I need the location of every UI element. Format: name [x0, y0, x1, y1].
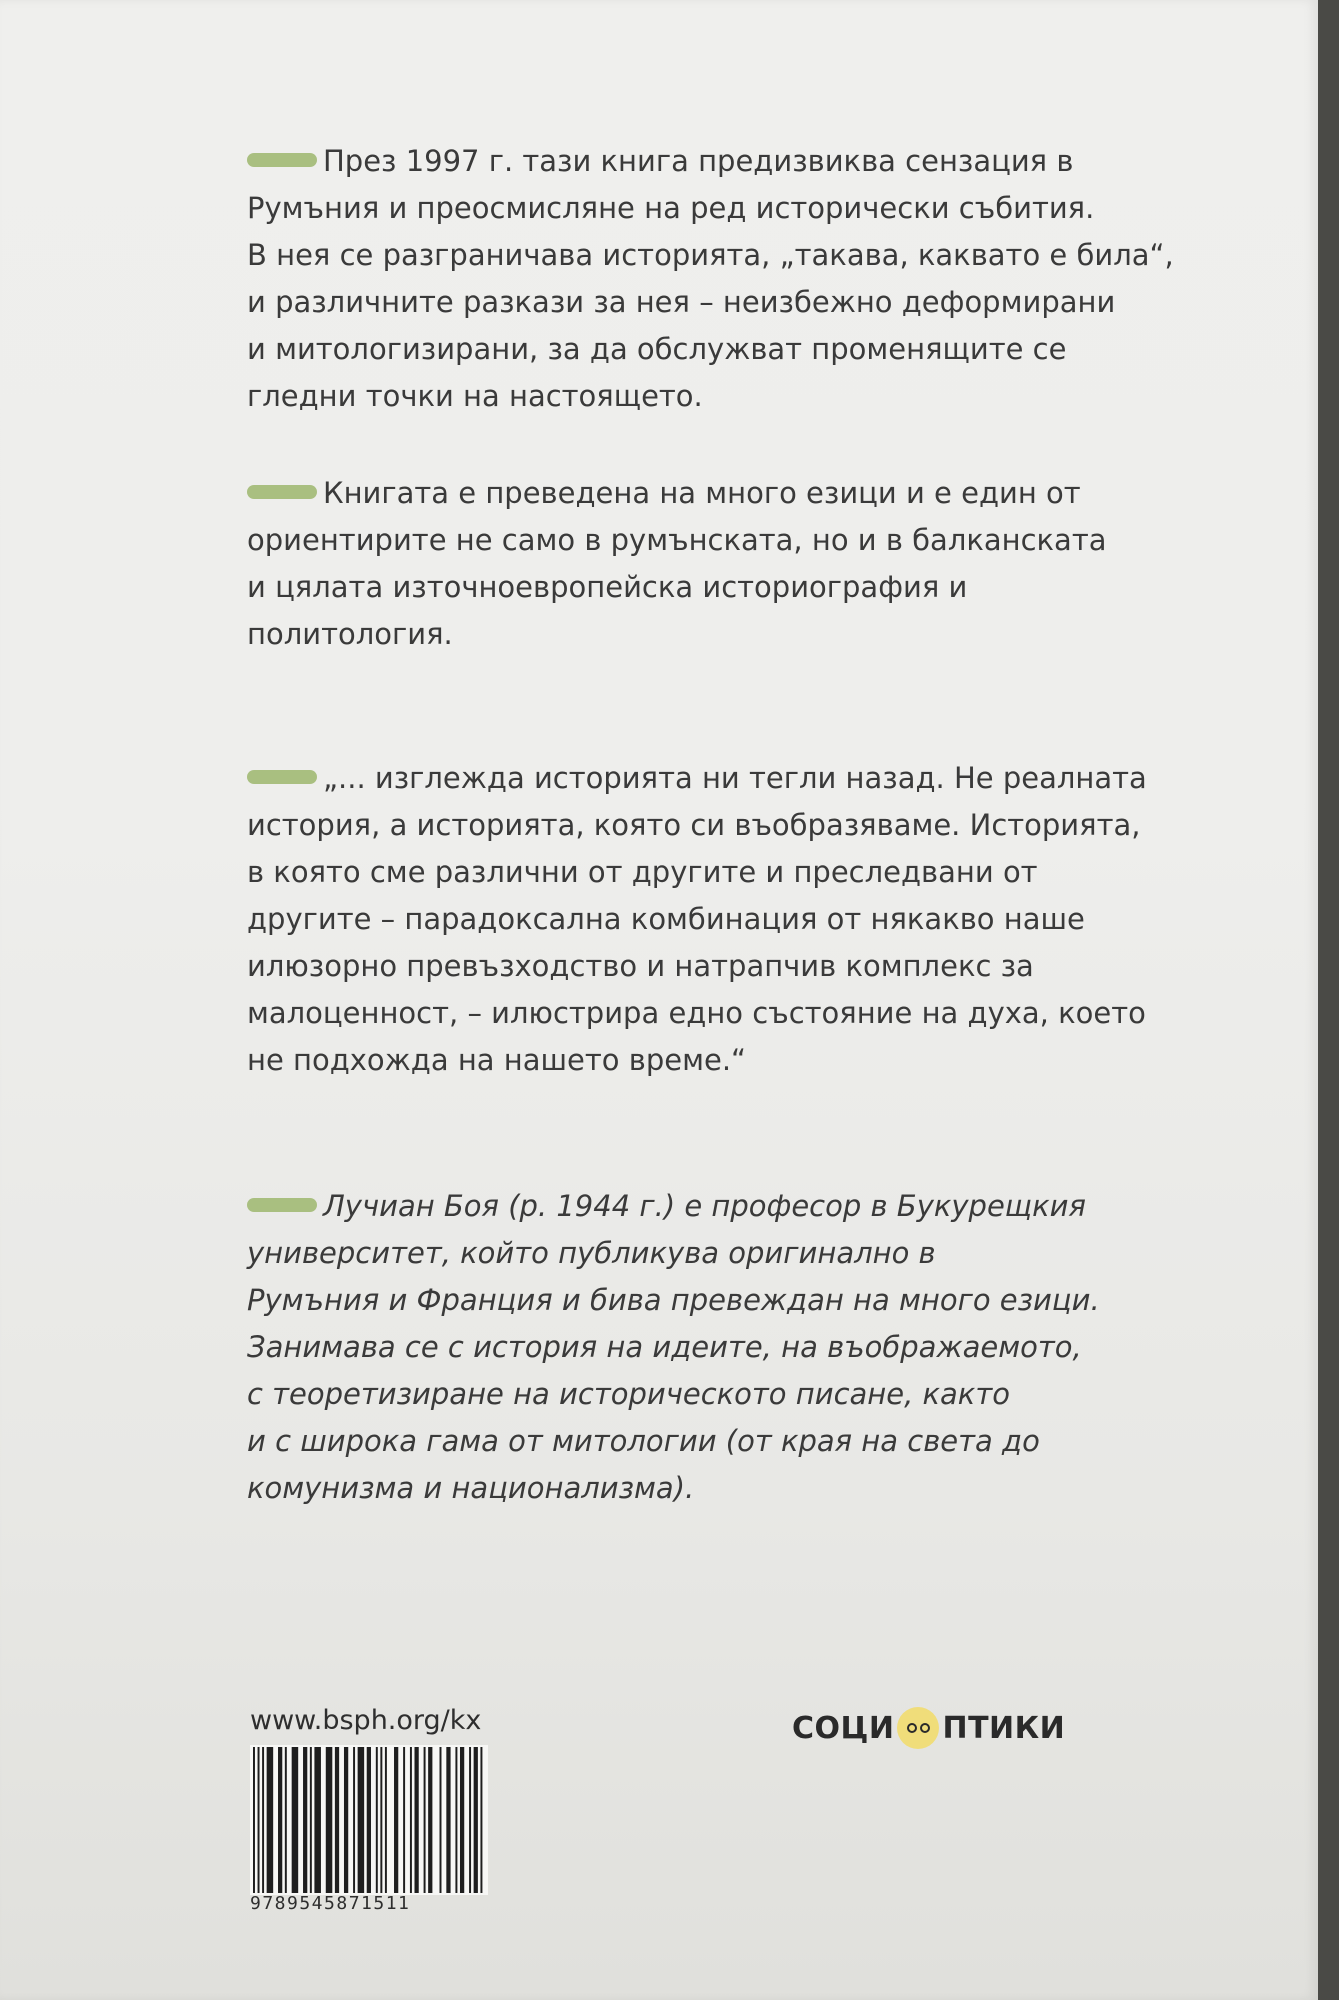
paragraph-translations	[247, 470, 1207, 658]
barcode-bar	[474, 1747, 478, 1893]
logo-eyes-icon	[897, 1707, 939, 1749]
barcode-bar	[262, 1747, 264, 1893]
barcode-bar	[480, 1747, 482, 1893]
paragraph-line: в която сме различни от другите и преследвани от	[247, 855, 1038, 889]
barcode-bar	[335, 1747, 339, 1893]
barcode-bar	[292, 1747, 299, 1893]
green-bullet-bar	[247, 485, 317, 499]
paragraph-line: През 1997 г. тази книга предизвиква сензация в	[323, 144, 1074, 178]
barcode-bar	[455, 1747, 457, 1893]
barcode-bar	[460, 1747, 464, 1893]
paragraph-line: и с широка гама от митологии (от края на света до	[247, 1424, 1040, 1458]
barcode-bar	[440, 1747, 442, 1893]
barcode-bar	[428, 1747, 432, 1893]
green-bullet-bar	[247, 770, 317, 784]
barcode-bar	[410, 1747, 412, 1893]
barcode-bar	[310, 1747, 312, 1893]
barcode-bar	[353, 1747, 355, 1893]
paragraph-line: Занимава се с история на идеите, на въображаемото,	[247, 1330, 1082, 1364]
barcode-bar	[424, 1747, 426, 1893]
paragraph-line: и различните разкази за нея – неизбежно деформирани	[247, 285, 1116, 319]
barcode-bar	[394, 1747, 398, 1893]
publisher-logo	[792, 1708, 1065, 1748]
paragraph-line: малоценност, – илюстрира едно състояние на духа, което	[247, 996, 1146, 1030]
isbn-number: 9789545871511	[250, 1893, 411, 1914]
paragraph-line: политология.	[247, 617, 453, 651]
paragraph-quote	[247, 755, 1207, 1084]
barcode-bar	[285, 1747, 287, 1893]
barcode-bar	[414, 1747, 418, 1893]
barcode-bar	[314, 1747, 321, 1893]
barcode-bar	[385, 1747, 387, 1893]
publisher-url: www.bsph.org/kx	[250, 1705, 482, 1736]
paragraph-line: другите – парадоксална комбинация от някакво наше	[247, 902, 1085, 936]
paragraph-intro	[247, 138, 1207, 420]
paragraph-line: не подхожда на нашето време.“	[247, 1043, 747, 1077]
barcode-bar	[267, 1747, 274, 1893]
paragraph-line: „... изглежда историята ни тегли назад. Не реалната	[323, 761, 1147, 795]
paragraph-line: ориентирите не само в румънската, но и в балканската	[247, 523, 1107, 557]
paragraph-line: комунизма и национализма).	[247, 1471, 695, 1505]
barcode-bar	[376, 1747, 378, 1893]
barcode-bar	[303, 1747, 307, 1893]
barcode-bar	[358, 1747, 365, 1893]
paragraph-line: университет, който публикува оригинално в	[247, 1236, 936, 1270]
paragraph-line: история, а историята, която си въобразяваме. Историята,	[247, 808, 1141, 842]
paragraph-line: Румъния и преосмисляне на ред исторически събития.	[247, 191, 1095, 225]
green-bullet-bar	[247, 1198, 317, 1212]
barcode-bar	[326, 1747, 333, 1893]
barcode-bar	[278, 1747, 282, 1893]
barcode-bar	[258, 1747, 260, 1893]
barcode-bar	[403, 1747, 405, 1893]
paragraph-line: с теоретизиране на историческото писане, както	[247, 1377, 1010, 1411]
isbn-barcode	[250, 1745, 488, 1895]
paragraph-line: гледни точки на настоящето.	[247, 379, 703, 413]
paragraph-line: и цялата източноевропейска историография и	[247, 570, 968, 604]
barcode-bar	[446, 1747, 450, 1893]
logo-text-left: СОЦИ	[792, 1710, 895, 1746]
barcode-bars	[250, 1745, 488, 1895]
paragraph-line: и митологизирани, за да обслужват променящите се	[247, 332, 1067, 366]
paragraph-line: Лучиан Боя (р. 1944 г.) е професор в Букурещкия	[323, 1189, 1086, 1223]
paragraph-author-bio	[247, 1183, 1207, 1512]
paragraph-line: Румъния и Франция и бива превеждан на много езици.	[247, 1283, 1100, 1317]
barcode-bar	[469, 1747, 471, 1893]
paragraph-line: илюзорно превъзходство и натрапчив комплекс за	[247, 949, 1034, 983]
barcode-bar	[367, 1747, 371, 1893]
barcode-bar	[253, 1747, 255, 1893]
barcode-bar	[344, 1747, 348, 1893]
paragraph-line: Книгата е преведена на много езици и е един от	[323, 476, 1081, 510]
barcode-bar	[380, 1747, 382, 1893]
logo-text-right: ПТИКИ	[942, 1710, 1066, 1746]
green-bullet-bar	[247, 153, 317, 167]
paragraph-line: В нея се разграничава историята, „такава, каквато е била“,	[247, 238, 1174, 272]
